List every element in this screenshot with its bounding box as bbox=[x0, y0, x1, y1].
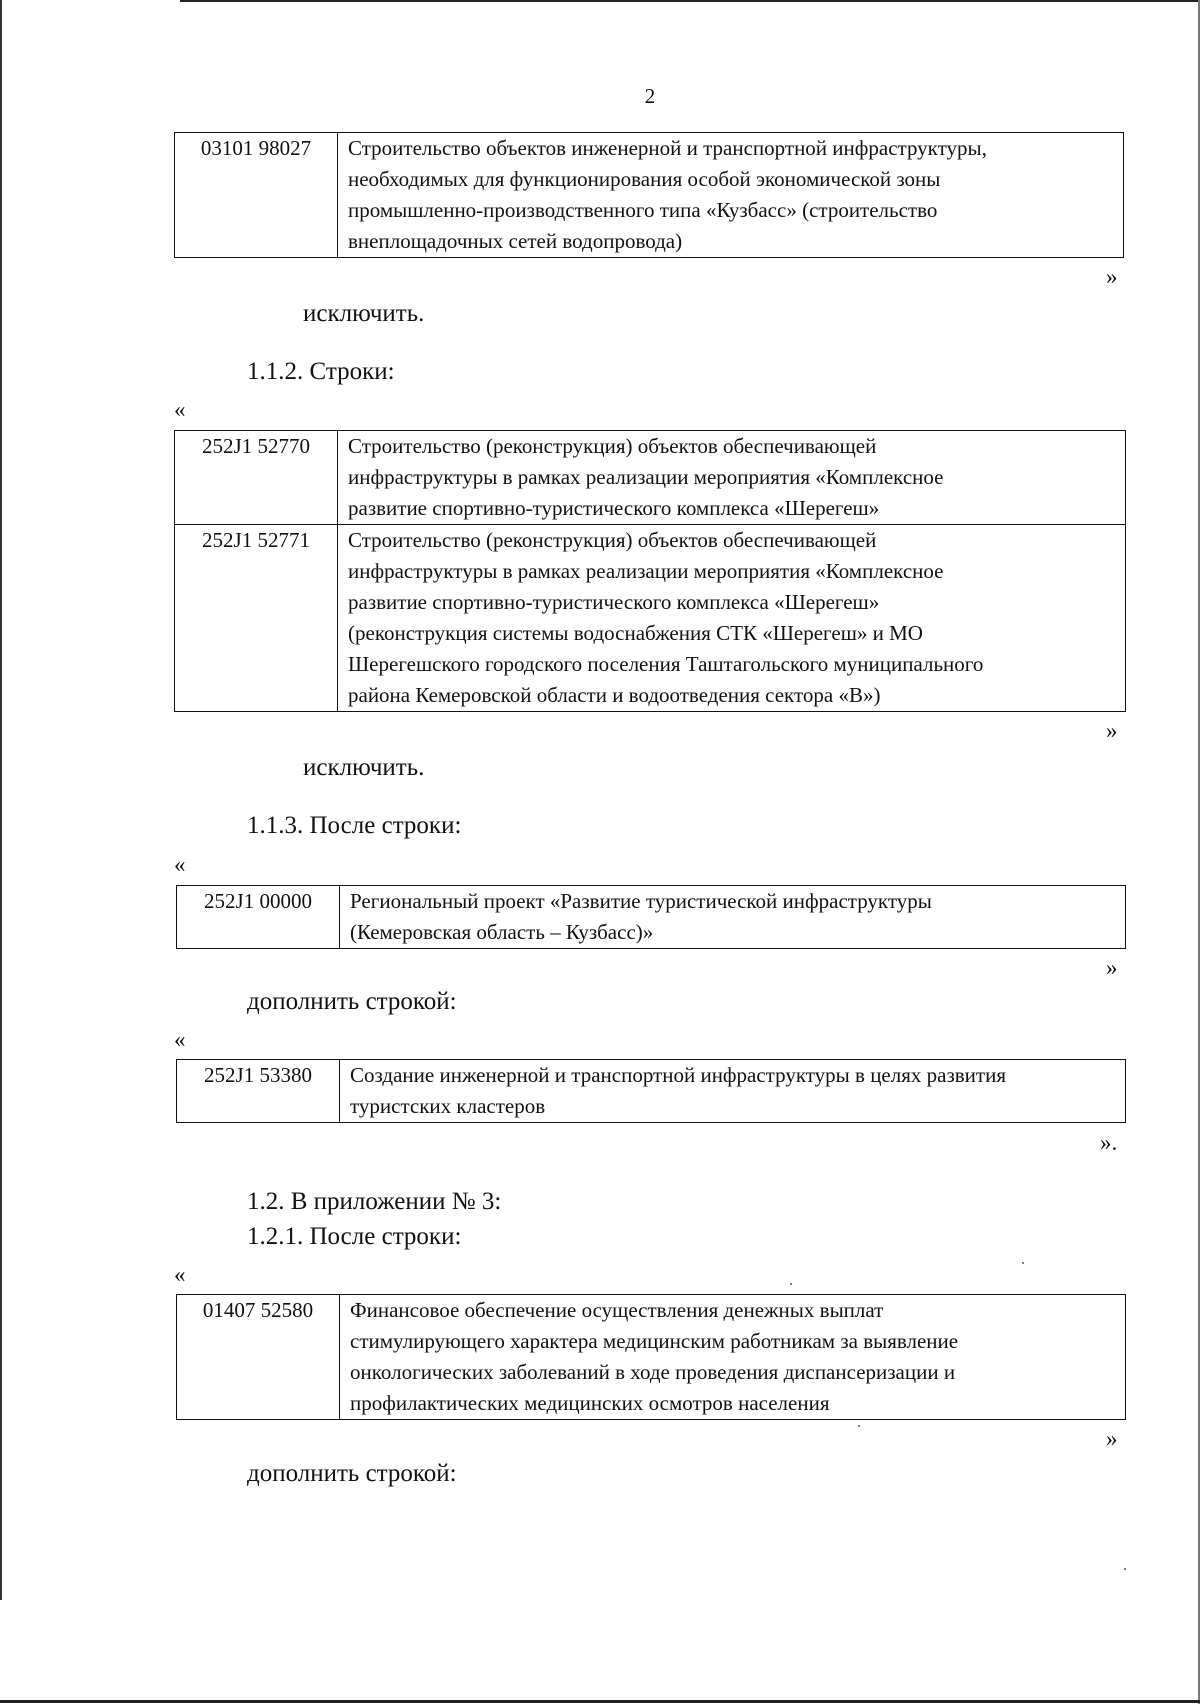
scan-speck bbox=[790, 1283, 792, 1285]
amend-table-s4 bbox=[176, 1294, 1126, 1420]
scan-edge-left bbox=[0, 0, 2, 1600]
closing-quote: » bbox=[1106, 264, 1118, 289]
scan-speck bbox=[858, 1425, 860, 1427]
closing-quote: » bbox=[1106, 955, 1118, 980]
opening-quote: « bbox=[174, 397, 186, 422]
row-code: 03101 98027 bbox=[175, 133, 338, 258]
description-line: инфраструктуры в рамках реализации мероприятия «Комплексное bbox=[348, 465, 944, 489]
row-code: 252J1 00000 bbox=[177, 886, 340, 949]
row-description bbox=[340, 1060, 1126, 1123]
description-line: Строительство (реконструкция) объектов обеспечивающей bbox=[348, 434, 877, 458]
closing-quote: » bbox=[1106, 1426, 1118, 1451]
amend-table-s0 bbox=[174, 132, 1124, 258]
scan-edge-bottom bbox=[0, 1700, 1200, 1703]
table-row bbox=[175, 431, 1126, 525]
description-line: Региональный проект «Развитие туристической инфраструктуры bbox=[350, 889, 932, 913]
row-description bbox=[338, 431, 1126, 525]
amend-table-s2 bbox=[176, 885, 1126, 949]
row-description bbox=[340, 886, 1126, 949]
description-line: онкологических заболеваний в ходе проведения диспансеризации и bbox=[350, 1360, 956, 1384]
description-line: необходимых для функционирования особой экономической зоны bbox=[348, 167, 941, 191]
page-number: 2 bbox=[644, 84, 656, 108]
action-text: исключить. bbox=[303, 300, 425, 327]
table-row bbox=[175, 525, 1126, 712]
scan-speck bbox=[1022, 1262, 1024, 1264]
description-line: туристских кластеров bbox=[350, 1094, 546, 1118]
row-code: 252J1 52771 bbox=[175, 525, 338, 712]
action-text: дополнить строкой: bbox=[247, 1460, 457, 1487]
closing-quote: » bbox=[1106, 718, 1118, 743]
description-line: района Кемеровской области и водоотведения сектора «В») bbox=[348, 683, 881, 707]
description-line: промышленно-производственного типа «Кузбасс» (строительство bbox=[348, 198, 938, 222]
description-line: профилактических медицинских осмотров населения bbox=[350, 1391, 830, 1415]
scan-speck bbox=[1124, 1568, 1126, 1570]
opening-quote: « bbox=[174, 1027, 186, 1052]
section-heading: 1.1.2. Строки: bbox=[247, 358, 395, 385]
table-row bbox=[175, 133, 1124, 258]
description-line: Строительство (реконструкция) объектов обеспечивающей bbox=[348, 528, 877, 552]
description-line: Создание инженерной и транспортной инфраструктуры в целях развития bbox=[350, 1063, 1006, 1087]
section-heading: 1.1.3. После строки: bbox=[247, 812, 462, 839]
description-line: Строительство объектов инженерной и транспортной инфраструктуры, bbox=[348, 136, 987, 160]
description-line: развитие спортивно-туристического комплекса «Шерегеш» bbox=[348, 590, 880, 614]
action-text: исключить. bbox=[303, 754, 425, 781]
amend-table-s1 bbox=[174, 430, 1126, 712]
description-line: развитие спортивно-туристического комплекса «Шерегеш» bbox=[348, 496, 880, 520]
description-line: инфраструктуры в рамках реализации мероприятия «Комплексное bbox=[348, 559, 944, 583]
row-description bbox=[338, 133, 1124, 258]
description-line: стимулирующего характера медицинским работникам за выявление bbox=[350, 1329, 959, 1353]
description-line: (Кемеровская область – Кузбасс)» bbox=[350, 920, 654, 944]
section-heading: 1.2. В приложении № 3: bbox=[247, 1188, 502, 1215]
table-row bbox=[177, 1295, 1126, 1420]
closing-quote: ». bbox=[1100, 1130, 1118, 1155]
description-line: Шерегешского городского поселения Таштагольского муниципального bbox=[348, 652, 984, 676]
scan-edge-top bbox=[180, 0, 1200, 2]
table-row bbox=[177, 886, 1126, 949]
row-code: 01407 52580 bbox=[177, 1295, 340, 1420]
row-description bbox=[338, 525, 1126, 712]
row-code: 252J1 52770 bbox=[175, 431, 338, 525]
section-subheading: 1.2.1. После строки: bbox=[247, 1223, 462, 1250]
amend-table-s3 bbox=[176, 1059, 1126, 1123]
table-row bbox=[177, 1060, 1126, 1123]
row-description bbox=[340, 1295, 1126, 1420]
description-line: (реконструкция системы водоснабжения СТК «Шерегеш» и МО bbox=[348, 621, 923, 645]
opening-quote: « bbox=[174, 852, 186, 877]
description-line: внеплощадочных сетей водопровода) bbox=[348, 229, 683, 253]
row-code: 252J1 53380 bbox=[177, 1060, 340, 1123]
opening-quote: « bbox=[174, 1262, 186, 1287]
action-text: дополнить строкой: bbox=[247, 988, 457, 1015]
description-line: Финансовое обеспечение осуществления денежных выплат bbox=[350, 1298, 884, 1322]
